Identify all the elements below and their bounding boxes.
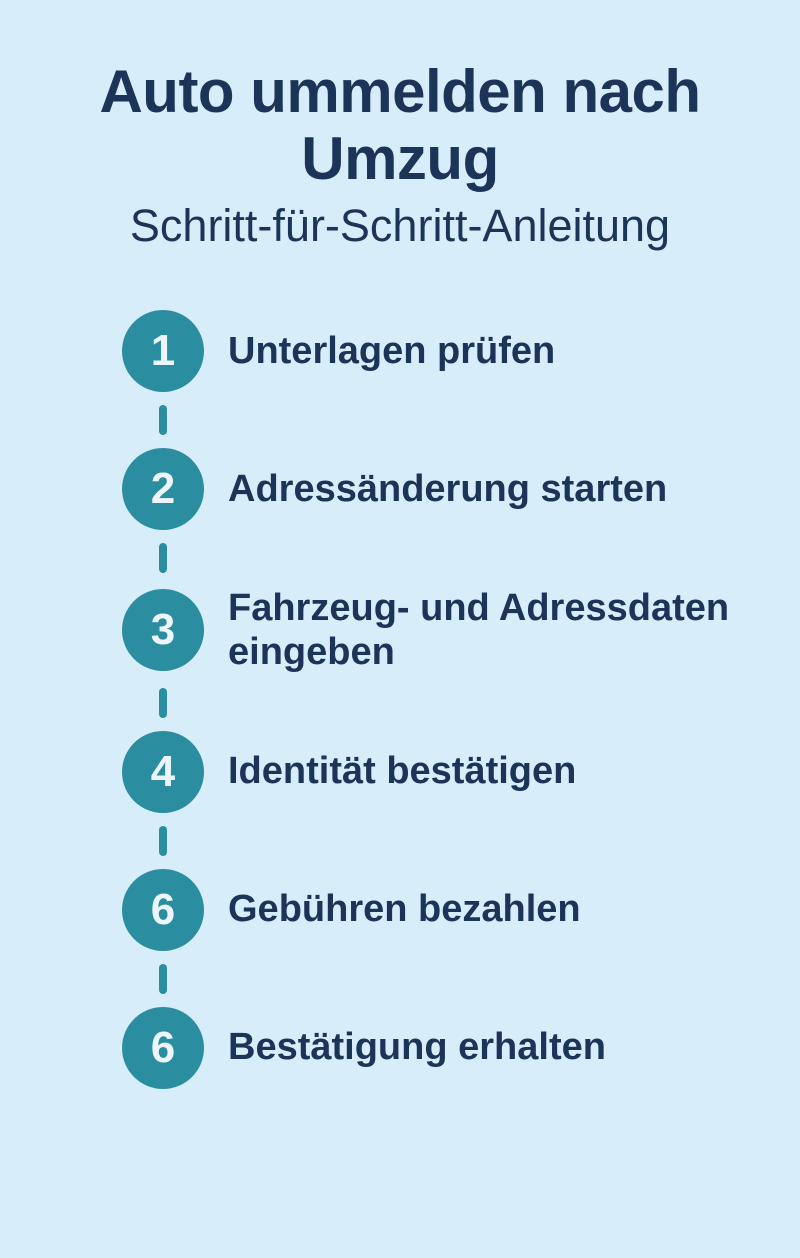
infographic-canvas	[0, 58, 800, 1258]
page-title-line-1: Auto ummelden nach	[99, 58, 701, 125]
step-number: 6	[150, 1022, 176, 1072]
step-label: Fahrzeug- und Adressdaten eingeben	[228, 587, 730, 674]
page-subtitle: Schritt-für-Schritt-Anleitung	[129, 200, 671, 252]
step-item	[122, 1007, 800, 1089]
step-connector-dash	[159, 688, 167, 718]
step-label: Identität bestätigen	[228, 750, 577, 793]
step-number-badge	[122, 310, 204, 392]
page-title-line-2: Umzug	[301, 125, 499, 193]
step-number-badge	[122, 448, 204, 530]
step-number: 1	[150, 326, 176, 376]
step-number: 3	[150, 605, 176, 655]
step-number-badge	[122, 869, 204, 951]
step-number-badge	[122, 1007, 204, 1089]
step-connector-dash	[159, 543, 167, 573]
step-connector-dash	[159, 826, 167, 856]
step-label: Gebühren bezahlen	[228, 888, 581, 931]
step-label: Adressänderung starten	[228, 468, 668, 511]
step-number: 2	[150, 464, 176, 514]
step-item	[122, 586, 800, 674]
step-item	[122, 869, 800, 951]
step-item	[122, 310, 800, 392]
step-number: 6	[150, 884, 176, 934]
step-item	[122, 448, 800, 530]
step-number-badge	[122, 731, 204, 813]
steps-list	[122, 310, 800, 1088]
step-label: Unterlagen prüfen	[228, 330, 556, 373]
step-connector-dash	[159, 405, 167, 435]
page-title	[20, 58, 780, 192]
step-label: Bestätigung erhalten	[228, 1026, 606, 1069]
step-connector-dash	[159, 964, 167, 994]
step-number-badge	[122, 589, 204, 671]
step-number: 4	[150, 746, 176, 796]
step-item	[122, 731, 800, 813]
